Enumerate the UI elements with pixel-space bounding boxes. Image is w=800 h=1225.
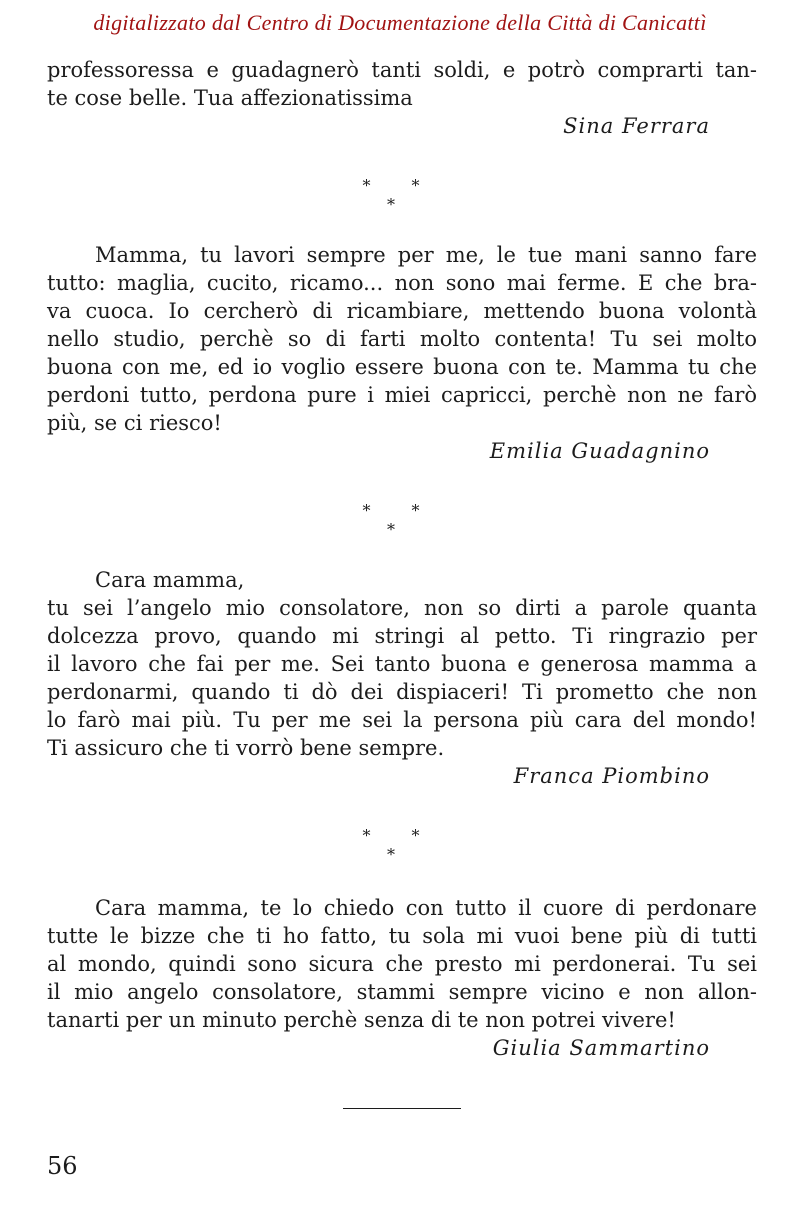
page-number: 56 (47, 1152, 78, 1180)
letter-4-line-1: Cara mamma, te lo chiedo con tutto il cuore di perdonare (95, 896, 757, 920)
letter-4-line-2: tutte le bizze che ti ho fatto, tu sola mi vuoi bene più di tutti (47, 924, 757, 948)
letter-2-line-5: buona con me, ed io voglio essere buona con te. Mamma tu che (47, 355, 757, 379)
letter-4-line-3: al mondo, quindi sono sicura che presto mi perdonerai. Tu sei (47, 952, 757, 976)
letter-3-line-7: Ti assicuro che ti vorrò bene sempre. (47, 736, 445, 760)
letter-1-signature: Sina Ferrara (563, 114, 710, 138)
letter-3-line-3: dolcezza provo, quando mi stringi al petto. Ti ringrazio per (47, 624, 757, 648)
section-separator-3: * * * (362, 826, 438, 864)
section-separator-1: * * * (362, 176, 438, 214)
section-separator-2: * * * (362, 501, 438, 539)
letter-3-line-4: il lavoro che fai per me. Sei tanto buona e generosa mamma a (47, 652, 757, 676)
letter-2-line-6: perdoni tutto, perdona pure i miei capricci, perchè non ne farò (47, 383, 757, 407)
letter-2-line-3: va cuoca. Io cercherò di ricambiare, mettendo buona volontà (47, 299, 757, 323)
letter-2-line-4: nello studio, perchè so di farti molto contenta! Tu sei molto (47, 327, 757, 351)
letter-3-line-6: lo farò mai più. Tu per me sei la persona più cara del mondo! (47, 708, 757, 732)
letter-2-signature: Emilia Guadagnino (489, 439, 710, 463)
letter-4-line-5: tanarti per un minuto perchè senza di te non potrei vivere! (47, 1008, 676, 1032)
digitization-watermark: digitalizzato dal Centro di Documentazione della Città di Canicattì (93, 10, 707, 35)
letter-3-salutation: Cara mamma, (95, 568, 245, 592)
closing-rule (343, 1108, 461, 1109)
letter-3-signature: Franca Piombino (513, 764, 710, 788)
letter-3-line-2: tu sei l’angelo mio consolatore, non so dirti a parole quanta (47, 596, 757, 620)
letter-1-line-2: te cose belle. Tua affezionatissima (47, 86, 413, 110)
letter-3-line-5: perdonarmi, quando ti dò dei dispiaceri! Ti prometto che non (47, 680, 757, 704)
letter-1-line-1: professoressa e guadagnerò tanti soldi, e potrò comprarti tan- (47, 58, 757, 82)
letter-2-line-2: tutto: maglia, cucito, ricamo... non sono mai ferme. E che bra- (47, 271, 757, 295)
letter-4-line-4: il mio angelo consolatore, stammi sempre vicino e non allon- (47, 980, 757, 1004)
letter-2-line-7: più, se ci riesco! (47, 411, 222, 435)
letter-2-line-1: Mamma, tu lavori sempre per me, le tue mani sanno fare (95, 243, 757, 267)
letter-4-signature: Giulia Sammartino (492, 1036, 710, 1060)
